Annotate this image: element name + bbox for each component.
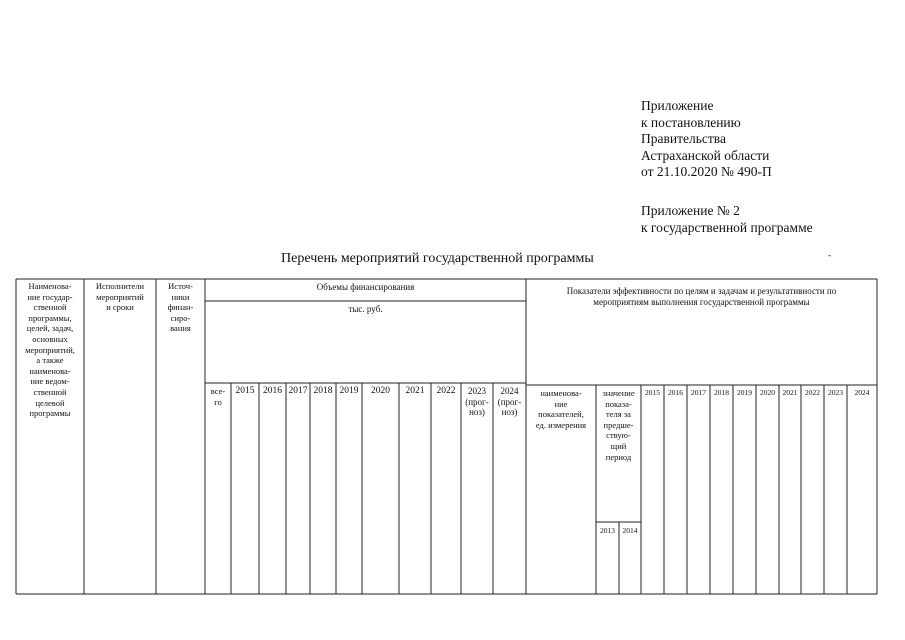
column-header-sources: Источ- ники финан- сиро- вания bbox=[167, 281, 194, 334]
document-title: Перечень мероприятий государственной программы bbox=[281, 251, 594, 266]
previous-year-2013: 2013 bbox=[600, 526, 615, 535]
indicator-year-2020: 2020 bbox=[760, 388, 775, 397]
indicator-year-2022: 2022 bbox=[805, 388, 820, 397]
column-header-executors: Исполнители мероприятий и сроки bbox=[95, 281, 145, 313]
indicator-year-2019: 2019 bbox=[737, 388, 752, 397]
financing-total-header: все- го bbox=[210, 386, 226, 407]
indicator-name-header: наименова- ние показателей, ед. измерения bbox=[535, 388, 587, 430]
previous-period-header: значение показа- теля за предше- ствую- щий период bbox=[602, 388, 635, 462]
scan-mark: - bbox=[828, 250, 831, 260]
indicator-year-2023: 2023 bbox=[828, 388, 843, 397]
financing-year-4: 2019 bbox=[339, 386, 359, 396]
attachment-header: Приложение к постановлению Правительства Астраханской области от 21.10.2020 № 490-П bbox=[641, 98, 772, 180]
indicator-year-2021: 2021 bbox=[782, 388, 798, 397]
financing-year-3: 2018 bbox=[313, 386, 333, 396]
financing-year-5: 2020 bbox=[371, 386, 390, 396]
financing-year-2: 2017 bbox=[288, 386, 308, 396]
column-header-program-name: Наименова- ние государ- ственной программы, целей, задач, основных мероприятий, а также наименова- ние ведом- ственной целевой программы bbox=[25, 281, 75, 419]
indicator-year-2016: 2016 bbox=[668, 388, 683, 397]
indicator-year-2015: 2015 bbox=[645, 388, 660, 397]
financing-year-8: 2023 (прог- ноз) bbox=[465, 386, 489, 418]
program-attachment-header: Приложение № 2 к государственной программе bbox=[641, 203, 813, 235]
financing-year-1: 2016 bbox=[263, 386, 282, 396]
financing-year-6: 2021 bbox=[405, 386, 425, 396]
financing-year-0: 2015 bbox=[235, 386, 255, 396]
financing-header: Объемы финансирования bbox=[316, 282, 415, 292]
previous-year-2014: 2014 bbox=[622, 526, 638, 535]
indicator-year-2018: 2018 bbox=[714, 388, 729, 397]
financing-unit: тыс. руб. bbox=[348, 304, 383, 314]
financing-year-7: 2022 bbox=[436, 386, 456, 396]
indicator-year-2017: 2017 bbox=[691, 388, 706, 397]
indicators-header: Показатели эффективности по целям и задачам и результативности по мероприятиям выполнения государственной программы bbox=[566, 286, 837, 307]
financing-year-9: 2024 (прог- ноз) bbox=[497, 386, 522, 418]
indicator-year-2024: 2024 bbox=[854, 388, 870, 397]
